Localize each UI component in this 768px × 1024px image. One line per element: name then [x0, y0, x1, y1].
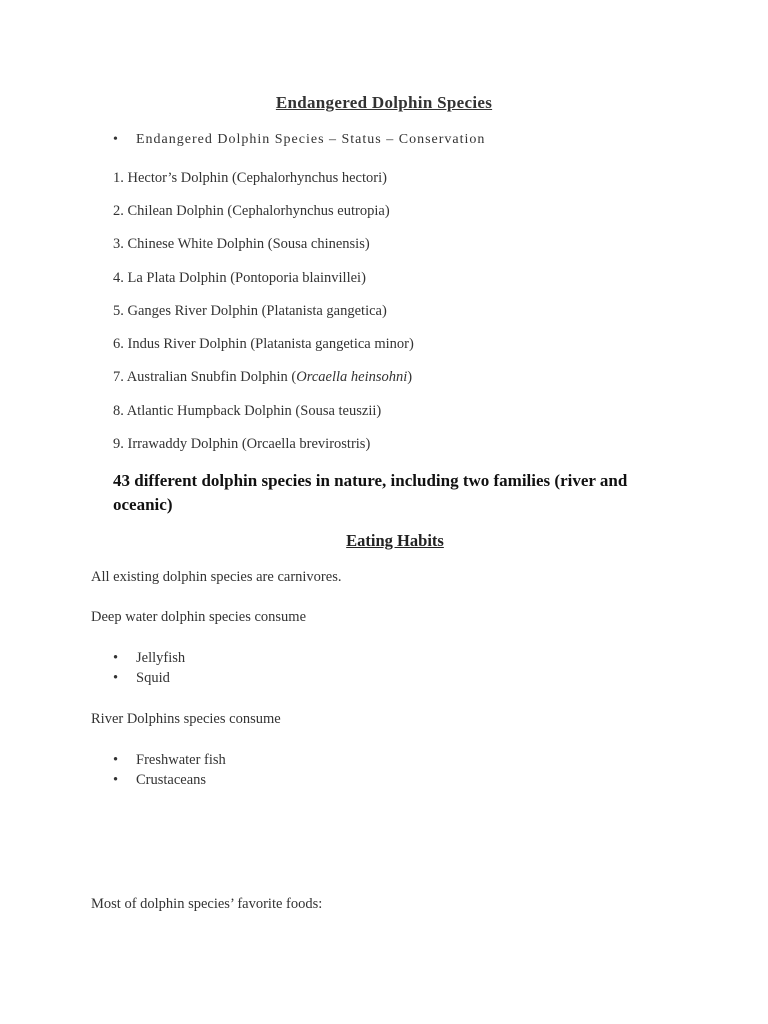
- food-label: Crustaceans: [136, 772, 207, 788]
- bullet-glyph: •: [113, 752, 119, 768]
- river-food-item: [113, 772, 206, 789]
- species-item-3: 3. Chinese White Dolphin (Sousa chinensis): [113, 236, 370, 252]
- river-intro: River Dolphins species consume: [91, 711, 281, 727]
- food-label: Freshwater fish: [136, 752, 226, 768]
- species-item-1: 1. Hector’s Dolphin (Cephalorhynchus hectori): [113, 170, 387, 186]
- species-item-4: 4. La Plata Dolphin (Pontoporia blainvillei): [113, 270, 366, 286]
- river-food-item: [113, 752, 226, 769]
- species-item-5: 5. Ganges River Dolphin (Platanista gangetica): [113, 303, 387, 319]
- document-title: Endangered Dolphin Species: [275, 93, 493, 112]
- species-item-8: 8. Atlantic Humpback Dolphin (Sousa teuszii): [113, 403, 382, 419]
- species-item-7-scientific-name: Orcaella heinsohni: [296, 369, 408, 385]
- bullet-glyph: •: [113, 670, 119, 686]
- deep-water-food-item: [113, 670, 170, 687]
- bullet-glyph: •: [113, 650, 119, 666]
- species-item-9: 9. Irrawaddy Dolphin (Orcaella brevirostris): [113, 436, 371, 452]
- carnivores-paragraph: All existing dolphin species are carnivores.: [91, 569, 342, 585]
- species-item-7-prefix: 7. Australian Snubfin Dolphin (: [113, 369, 297, 385]
- status-line-text: Endangered Dolphin Species – Status – Conservation: [136, 132, 486, 147]
- eating-habits-heading: Eating Habits: [346, 531, 444, 550]
- bullet-glyph: •: [113, 132, 119, 147]
- species-item-7-suffix: ): [407, 369, 413, 385]
- species-item-2: 2. Chilean Dolphin (Cephalorhynchus eutropia): [113, 203, 390, 219]
- food-label: Squid: [136, 670, 170, 686]
- species-item-7: [113, 369, 412, 386]
- species-item-6: 6. Indus River Dolphin (Platanista gangetica minor): [113, 336, 414, 352]
- bullet-glyph: •: [113, 772, 119, 788]
- status-bullet-item: [113, 132, 485, 148]
- food-label: Jellyfish: [136, 650, 186, 666]
- deep-water-food-item: [113, 650, 185, 667]
- favorite-foods-intro: Most of dolphin species’ favorite foods:: [91, 896, 323, 912]
- deep-water-intro: Deep water dolphin species consume: [91, 609, 307, 625]
- species-summary: 43 different dolphin species in nature, including two families (river and oceanic): [113, 471, 628, 514]
